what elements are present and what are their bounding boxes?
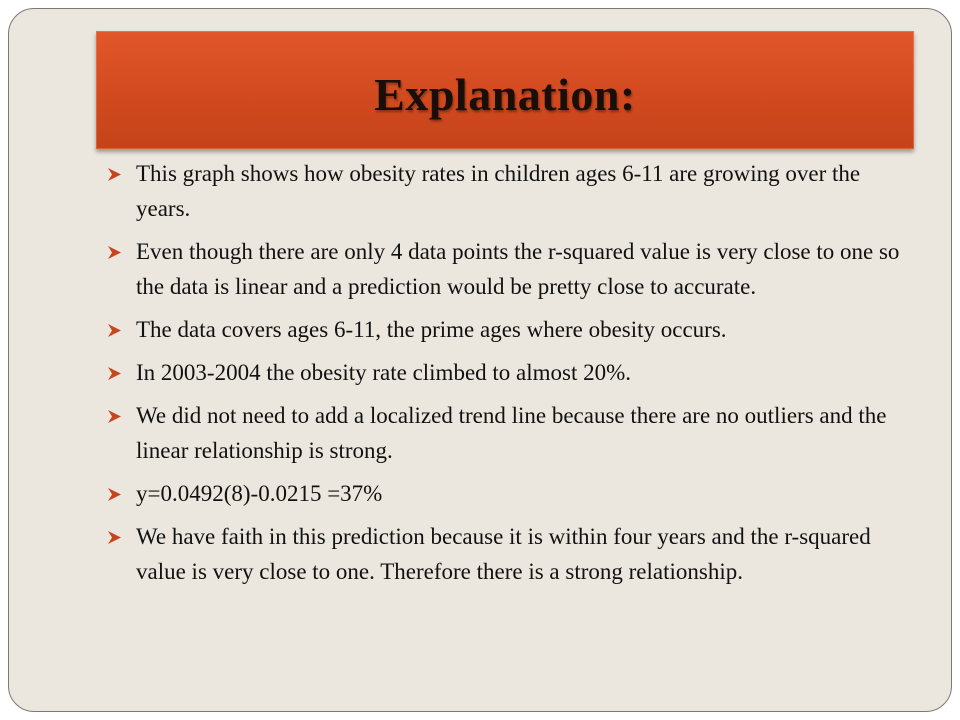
- arrowhead-bullet-icon: [108, 367, 121, 380]
- bullet-item: [106, 355, 906, 390]
- arrowhead-bullet-icon: [108, 246, 121, 259]
- bullet-item: [106, 398, 906, 468]
- title-banner: [96, 31, 914, 149]
- bullet-text: The data covers ages 6-11, the prime ages where obesity occurs.: [136, 317, 727, 342]
- bullet-text: We did not need to add a localized trend line because there are no outliers and the linear relationship is strong.: [136, 403, 887, 463]
- slide-title: Explanation:: [374, 68, 636, 120]
- bullet-list: [106, 156, 906, 597]
- bullet-item: [106, 519, 906, 589]
- bullet-text: This graph shows how obesity rates in children ages 6-11 are growing over the years.: [136, 161, 861, 221]
- bullet-text: Even though there are only 4 data points the r-squared value is very close to one so the data is linear and a prediction would be pretty close to accurate.: [136, 239, 900, 299]
- bullet-text: y=0.0492(8)-0.0215 =37%: [136, 481, 383, 506]
- bullet-text: We have faith in this prediction because it is within four years and the r-squared value is very close to one. Therefore there is a strong relationship.: [136, 524, 871, 584]
- arrowhead-bullet-icon: [108, 410, 121, 423]
- bullet-text: In 2003-2004 the obesity rate climbed to almost 20%.: [136, 360, 632, 385]
- bullet-item: [106, 476, 906, 511]
- bullet-item: [106, 156, 906, 226]
- bullet-item: [106, 312, 906, 347]
- arrowhead-bullet-icon: [108, 324, 121, 337]
- arrowhead-bullet-icon: [108, 168, 121, 181]
- bullet-item: [106, 234, 906, 304]
- arrowhead-bullet-icon: [108, 531, 121, 544]
- arrowhead-bullet-icon: [108, 488, 121, 501]
